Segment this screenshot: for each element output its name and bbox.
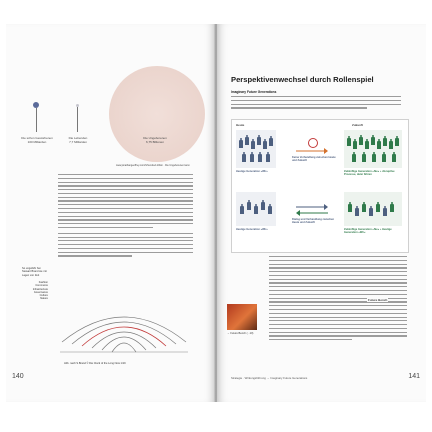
zukunft-label: Zukunft [352, 123, 363, 127]
left-body-text [58, 174, 193, 259]
footer-breadcrumb: Strategie · Wirkungsführung → Imaginary Future Generations [231, 376, 308, 380]
caption-5: Dialog und Verhandlung zwischen Heute und Zukunft [292, 218, 335, 225]
caption-2: Keine Verhandlung zwischen Heute und Zukunft [292, 156, 336, 163]
page-heading: Perspektivenwechsel durch Rollenspiel [231, 75, 374, 84]
heute-group-bottom [236, 192, 276, 226]
open-book [6, 24, 426, 402]
future-bench-highlight: Future Bench [368, 298, 388, 302]
future-bench-photo [227, 304, 257, 330]
pace-layers-diagram [58, 282, 190, 354]
intro-text [231, 96, 401, 111]
unborn-circle [109, 66, 205, 162]
left-page [6, 24, 215, 402]
sidebar-caption: So ungefähr hat Stewart Brand sie mit Lagen von Zeit [22, 267, 47, 277]
role-play-illustration [231, 119, 409, 253]
layer-item: Commerce [35, 284, 48, 288]
right-page [217, 24, 426, 402]
mixed-group-bottom [344, 192, 402, 226]
layer-item: Infrastructure [32, 287, 48, 291]
living-stem [77, 107, 78, 132]
circle-source: www.jonathangeoffrey.com/h/hundred-trillion · Die Ungeborenen kann [116, 164, 190, 167]
figure-caption: Abb. nach S.Brand © Die Clock of the Long Now 1/19 [64, 362, 126, 365]
unborn-label: Die Ungeborenen 6,75 Billionen [143, 136, 167, 144]
no-negotiation-icon [308, 138, 318, 148]
dead-label: Die schon Gestorbenen 100 Milliarden [21, 136, 53, 144]
arrow-right-icon [296, 148, 328, 154]
dead-stem [36, 108, 37, 132]
right-page-number: 141 [408, 373, 420, 380]
heute-label: Heute [236, 123, 245, 127]
intro-bold: Imaginary Future Generations [231, 90, 277, 94]
caption-3: Zukünftige Generation »Sie« + disruptive Prozesse, dann führen [344, 170, 395, 177]
caption-1: Heutige Generation »Wir« [236, 170, 268, 173]
living-label: Die Lebenden 7,7 Milliarden [68, 136, 88, 144]
layer-item: Fashion [38, 281, 48, 284]
heute-group-top [236, 130, 276, 168]
exchange-arrows-icon [296, 204, 328, 216]
caption-4: Heutige Generation »Wir« [236, 228, 268, 231]
zukunft-group-top [344, 130, 402, 168]
left-page-number: 140 [12, 373, 24, 380]
layer-item: Culture [39, 294, 48, 298]
photo-caption: → Future Bench (...10) [227, 332, 254, 335]
sidebar-layer-list [32, 281, 48, 301]
layer-item: Nature [40, 297, 48, 301]
caption-6: Zukünftige Generation »Sie« + Heutige Generation »Wir« [344, 228, 392, 235]
layer-item: Governance [33, 290, 48, 294]
